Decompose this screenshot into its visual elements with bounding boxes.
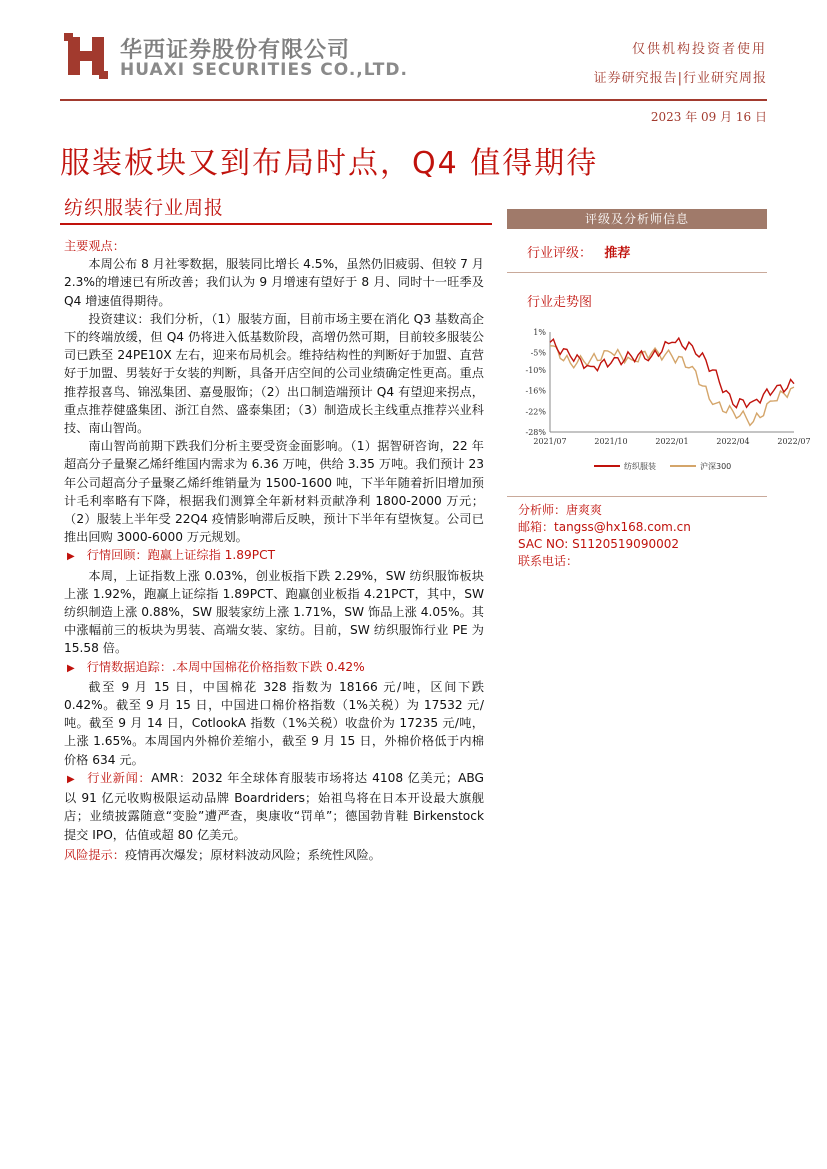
sidebar-divider <box>507 272 767 273</box>
x-tick-label: 2022/01 <box>655 437 689 446</box>
company-name-cn: 华西证券股份有限公司 <box>120 38 351 63</box>
phone-label: 联系电话： <box>518 554 579 568</box>
y-tick-label: 1% <box>533 328 546 337</box>
triangle-bullet-icon: ▶ <box>67 551 75 563</box>
phone-row <box>518 553 691 570</box>
x-tick-label: 2021/10 <box>594 437 628 446</box>
header-divider <box>60 99 767 101</box>
trend-chart <box>512 320 811 490</box>
analyst-row <box>518 502 691 519</box>
email-row <box>518 519 691 536</box>
series-line-0 <box>550 338 794 408</box>
analyst-label: 分析师： <box>518 503 567 517</box>
section-market-review <box>64 546 484 566</box>
sidebar-panel-title: 评级及分析师信息 <box>507 209 767 229</box>
paragraph-market-review: 本周，上证指数上涨 0.03%，创业板指下跌 2.29%，SW 纺织服饰板块上涨 1.92%，跑赢上证综指 1.89PCT、跑赢创业板指 4.21PCT，其中，SW 纺织制造上涨 0.88%，SW 服装家纺上涨 1.71%，SW 饰品上涨 4.05%。其中涨幅前三的板块为男装、高端女装、家纺。目前，SW 纺织服饰行业 PE 为 15.58 倍。 <box>64 568 484 656</box>
rating-value: 推荐 <box>604 246 631 261</box>
legend-label: 纺织服装 <box>624 462 656 471</box>
industry-rating <box>527 242 630 261</box>
trend-title: 行业走势图 <box>527 295 593 310</box>
y-tick-label: -5% <box>530 348 546 358</box>
y-tick-label: -10% <box>525 365 546 375</box>
paragraph-data-tracking: 截至 9 月 15 日，中国棉花 328 指数为 18166 元/吨，区间下跌 0.42%。截至 9 月 15 日，中国进口棉价格指数（1%关税）为 17532 元/吨。截至 9 月 14 日，CotlookA 指数（1%关税）收盘价为 17235 元/吨，上涨 1.65%。本周国内外棉价差缩小，截至 9 月 15 日，外棉价格低于内棉价格 634 元。 <box>64 679 484 767</box>
series-line-1 <box>550 346 794 426</box>
y-tick-label: -28% <box>525 428 546 437</box>
triangle-bullet-icon: ▶ <box>67 662 75 674</box>
x-tick-label: 2022/04 <box>716 437 750 446</box>
risk-line <box>64 846 484 864</box>
section-title: 行业新闻： <box>87 770 152 785</box>
sac-label: SAC NO: <box>518 537 569 551</box>
company-logo-icon <box>64 33 108 79</box>
news-body: AMR：2032 年全球体育服装市场将达 4108 亿美元；ABG 以 91 亿元收购极限运动品牌 Boardriders；始祖鸟将在日本开设最大旗舰店；业绩披露随意“变脸”遭严查，奥康收“罚单”；德国勃肯鞋 Birkenstock 提交 IPO，估值或超 80 亿美元。 <box>64 770 484 842</box>
report-subtitle: 纺织服装行业周报 <box>64 197 225 219</box>
section-data-tracking <box>64 658 484 678</box>
subtitle-underline <box>60 223 492 225</box>
risk-body: 疫情再次爆发；原材料波动风险；系统性风险。 <box>124 847 381 862</box>
audience-note: 仅供机构投资者使用 <box>631 42 767 57</box>
y-tick-label: -22% <box>525 407 546 417</box>
company-name-en: HUAXI SECURITIES CO.,LTD. <box>120 60 408 80</box>
email-label: 邮箱： <box>518 520 555 534</box>
risk-label: 风险提示： <box>64 847 125 862</box>
rating-label: 行业评级： <box>527 246 593 261</box>
section-news <box>64 769 484 844</box>
section-title: 行情回顾：跑赢上证综指 1.89PCT <box>86 548 276 563</box>
paragraph-nanshan: 南山智尚前期下跌我们分析主要受资金面影响。（1）据智研咨询，22 年超高分子量聚乙烯纤维国内需求为 6.36 万吨，供给 3.35 万吨。我们预计 23 年公司超高分子量聚乙烯纤维销量为 1500-1600 吨，下半年随着折旧增加预计毛利率略有下降，根据我们测算全年新材料贡献净利 1800-2000 万元；（2）服装上半年受 22Q4 疫情影响滞后反映，预计下半年有望恢复。公司已推出回购 3000-6000 万元规划。 <box>64 439 484 545</box>
paragraph-investment: 投资建议：我们分析，（1）服装方面，目前市场主要在消化 Q3 基数高企下的终端放缓，但 Q4 仍将进入低基数阶段，高增仍然可期，目前较多服装公司已跌至 24PE10X 左右，迎来布局机会。维持结构性的判断好于加盟、直营好于加盟、男装好于女装的判断，具备开店空间的公司业绩确定性更高。重点推荐报喜鸟、锦泓集团、嘉曼服饰；（2）出口制造端预计 Q4 有望迎来拐点，重点推荐健盛集团、浙江自然、盛泰集团；（3）制造成长主线重点推荐兴业科技、南山智尚。 <box>64 311 484 436</box>
analyst-name: 唐爽爽 <box>566 503 603 517</box>
x-tick-label: 2021/07 <box>533 437 567 446</box>
key-points-label: 主要观点： <box>64 239 125 253</box>
report-title: 服装板块又到布局时点，Q4 值得期待 <box>60 146 599 181</box>
x-tick-label: 2022/07 <box>777 437 811 446</box>
sac-value: S1120519090002 <box>572 537 679 551</box>
sac-row <box>518 536 691 553</box>
paragraph-sales: 本周公布 8 月社零数据，服装同比增长 4.5%，虽然仍旧疲弱、但较 7 月 2.3%的增速已有所改善；我们认为 9 月增速有望好于 8 月、同时十一旺季及 Q4 增速值得期待。 <box>64 257 484 308</box>
y-tick-label: -16% <box>525 386 546 396</box>
report-date: 2023 年 09 月 16 日 <box>650 110 767 124</box>
sidebar-divider <box>507 496 767 497</box>
email-value[interactable]: tangss@hx168.com.cn <box>554 520 691 534</box>
triangle-bullet-icon: ▶ <box>67 773 76 785</box>
legend-label: 沪深300 <box>700 462 732 471</box>
analyst-info <box>518 502 691 570</box>
report-type: 证券研究报告|行业研究周报 <box>593 71 767 86</box>
section-title: 行情数据追踪：.本周中国棉花价格指数下跌 0.42% <box>86 659 365 674</box>
main-body <box>64 237 484 864</box>
